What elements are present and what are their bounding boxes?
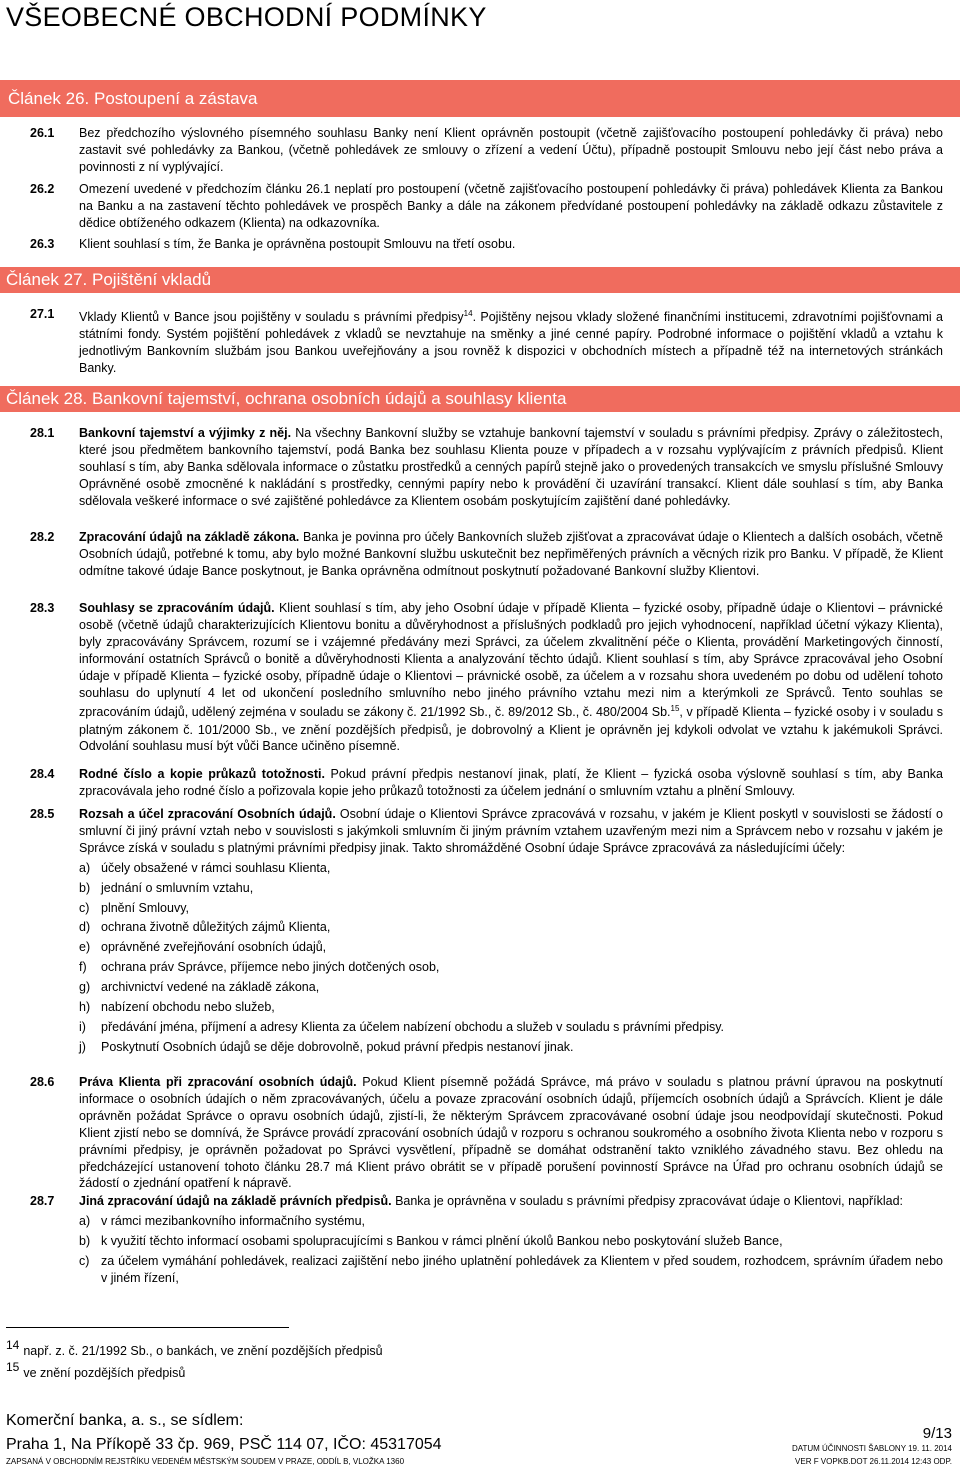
footer-register: ZAPSANÁ V OBCHODNÍM REJSTŘÍKU VEDENÉM MĚSTSKÝM SOUDEM V PRAZE, ODDÍL B, VLOŽKA 1360	[6, 1457, 405, 1466]
list-item-label: j)	[79, 1039, 86, 1054]
clause-title: Zpracování údajů na základě zákona.	[79, 530, 300, 544]
clause-text-part: , v případě Klienta – fyzické osoby i v souladu s platným zákonem č. 101/2000 Sb., ve znění pozdějších předpisů, je dobrovolný a Klient je oprávněn jej kdykoli odvolat ve vztahu k jakémukoli Správci. Odvolání souhlasu musí být vůči Bance učiněno písemně.	[79, 705, 944, 754]
footnote-14	[6, 1338, 383, 1358]
footer-effective-date: DATUM ÚČINNOSTI ŠABLONY 19. 11. 2014	[791, 1444, 952, 1453]
clause-text-part: . Pojištěny nejsou vklady složené finančními institucemi, zdravotními pojišťovnami a státními fondy. Systém pojištění pohledávek z vkladů se nevztahuje na směnky a jiné cenné papíry. Podrobné informace o pojištění vkladů a vztahu k jednotlivým Bankovním službám jsou Bankou uveřejňovány a jsou rovněž k dispozici v obchodních místech a případně též na internetových stránkách Banky.	[79, 310, 943, 375]
list-item-text: ochrana životně důležitých zájmů Klienta,	[101, 920, 331, 935]
list-item	[79, 900, 943, 917]
list-item-text: plnění Smlouvy,	[101, 900, 190, 915]
footnote-15	[6, 1360, 185, 1380]
footer-version: VER F VOPKB.DOT 26.11.2014 12:43 ODP.	[795, 1457, 952, 1466]
clause-text	[79, 806, 943, 1056]
footnote-number: 14	[6, 1338, 20, 1352]
clause-number: 26.1	[30, 126, 55, 140]
article-26-band	[0, 80, 960, 117]
list-item-label: f)	[79, 960, 87, 975]
footnote-ref: 14	[463, 309, 473, 318]
clause-text-part: Na všechny Bankovní služby se vztahuje bankovní tajemství v souladu s právními předpisy. Zprávy o záležitostech, které jsou předmětem bankovního tajemství, podá Banka bez souhlasu Klienta pouze v případech a v rozsahu vyplývajícím z právních předpisů. Klient souhlasí s tím, aby Banka sdělovala informace o zůstatku prostředků a cenných papírů stejně jako o provedených transakcích ve smyslu příslušné Smlouvy Oprávněné osobě zmocněné k nakládání s prostředky, cennými papíry nebo k provádění či uzavírání transakcí. Klient dále souhlasí s tím, aby Banka sdělovala veškeré informace o své zajištěné pohledávce za Klientem osobám poskytujícím zajištění dané pohledávky.	[79, 426, 943, 508]
list-item	[79, 999, 943, 1016]
list-item-label: d)	[79, 920, 91, 935]
list-item-label: a)	[79, 860, 91, 875]
clause-number: 28.1	[30, 426, 55, 440]
list-item	[79, 880, 943, 897]
list-item	[79, 1253, 943, 1287]
list-item-label: c)	[79, 900, 90, 915]
footnote-number: 15	[6, 1360, 20, 1374]
clause-number: 28.2	[30, 530, 55, 544]
footer-company: Komerční banka, a. s., se sídlem:	[6, 1412, 244, 1429]
clause-number: 28.7	[30, 1194, 55, 1208]
list-item	[79, 919, 943, 936]
list-item-label: g)	[79, 980, 91, 995]
list-item-text: v rámci mezibankovního informačního systému,	[101, 1213, 365, 1228]
purpose-list	[79, 860, 943, 1056]
clause-text-part: Banka je oprávněna v souladu s právními předpisy zpracovávat údaje o Klientovi, například:	[391, 1194, 904, 1208]
list-item-text: předávání jména, příjmení a adresy Klienta za účelem nabízení obchodu a služeb v souladu s právními předpisy.	[101, 1019, 725, 1034]
list-item	[79, 979, 943, 996]
list-item	[79, 1019, 943, 1036]
clause-text	[79, 766, 943, 800]
clause-number: 26.2	[30, 182, 55, 196]
clause-text	[79, 1074, 943, 1192]
clause-text-part: Banka je povinna pro účely Bankovních služeb zjišťovat a zpracovávat údaje o Klientech a dalších osobách, včetně Osobních údajů, potřebné k tomu, aby bylo možné Bankovní službu uskutečnit bez nepřiměřených právních a věcných rizik pro Banku. V případě, že Klient odmítne takové údaje Bance poskytnout, je Banka oprávněna odmítnout poskytnutí požadované Bankovní služby Klientovi.	[79, 530, 943, 578]
clause-text: Klient souhlasí s tím, že Banka je oprávněna postoupit Smlouvu na třetí osobu.	[79, 237, 516, 251]
list-item-label: a)	[79, 1213, 91, 1228]
list-item-text: nabízení obchodu nebo služeb,	[101, 1000, 275, 1015]
clause-text	[79, 425, 943, 510]
list-item-text: jednání o smluvním vztahu,	[101, 880, 254, 895]
list-item	[79, 959, 943, 976]
clause-text-part: Pokud právní předpis nestanoví jinak, platí, že Klient – fyzická osoba výslovně souhlasí s tím, aby Banka zpracovávala jeho rodné číslo a pořizovala kopie jeho průkazů totožnosti za účelem jednání o smluvním vztahu a plnění Smlouvy.	[79, 767, 944, 798]
list-item-text: účely obsažené v rámci souhlasu Klienta,	[101, 860, 331, 875]
clause-number: 26.3	[30, 237, 55, 251]
clause-title: Rozsah a účel zpracování Osobních údajů.	[79, 807, 336, 821]
list-item	[79, 1039, 943, 1056]
footnote-divider	[6, 1327, 289, 1328]
footer-address: Praha 1, Na Příkopě 33 čp. 969, PSČ 114 07, IČO: 45317054	[6, 1436, 442, 1453]
clause-text-part: Pokud Klient písemně požádá Správce, má právo v souladu s platnou právní úpravou na poskytnutí informace o osobních údajích o něm zpracovávaných, účelu a povaze zpracování osobních údajů, příjemcích osobních údajů a Správcích. Klient je dále oprávněn požádat Správce o opravu osobních údajů, zjistí-li, že některým Správcem zpracovávané osobní údaje jsou neodpovídají skutečnosti. Pokud Klient zjistí nebo se domnívá, že Správce provádí zpracování osobních údajů v rozporu s ochranou soukromého a osobního života Klienta nebo v rozporu s právními předpisy, je oprávněn požadovat po Správci vysvětlení, případně se domáhat odstranění takto vzniklého závadného stavu. Bez ohledu na předcházející ustanovení tohoto článku 28.7 má Klient právo obrátit se v případě porušení povinností Správce na Úřad pro ochranu osobních údajů se žádostí o zjednání opatření k nápravě.	[79, 1075, 943, 1191]
article-26-heading: Článek 26. Postoupení a zástava	[8, 89, 258, 108]
clause-text	[79, 600, 943, 755]
list-item	[79, 860, 943, 877]
clause-text: Omezení uvedené v předchozím článku 26.1 neplatí pro postoupení (včetně zajišťovacího postoupení pohledávky či práva) pohledávek Klienta za Bankou na Banku a na zastavení těchto pohledávek ve prospěch Banky a dále na zákonem předvídané postoupení pohledávky na základě odkazu zůstavitele z dědice obtíženého odkazem (Klienta) na odkazovníka.	[79, 182, 943, 230]
list-item-label: e)	[79, 940, 91, 955]
article-28-heading: Článek 28. Bankovní tajemství, ochrana osobních údajů a souhlasy klienta	[6, 389, 567, 408]
list-item-text: oprávněné zveřejňování osobních údajů,	[101, 940, 327, 955]
clause-text	[79, 529, 943, 580]
clause-title: Souhlasy se zpracováním údajů.	[79, 601, 275, 615]
list-item-text: k využití těchto informací osobami spolupracujícími s Bankou v rámci plnění úkolů Bankou nebo poskytování služeb Bance,	[101, 1233, 783, 1248]
list-item-text: Poskytnutí Osobních údajů se děje dobrovolně, pokud právní předpis nestanoví jinak.	[101, 1039, 574, 1054]
clause-title: Práva Klienta při zpracování osobních údajů.	[79, 1075, 357, 1089]
article-27-heading: Článek 27. Pojištění vkladů	[6, 270, 212, 289]
clause-number: 27.1	[30, 307, 55, 321]
list-item-text: archivnictví vedené na základě zákona,	[101, 980, 320, 995]
clause-text-part: Klient souhlasí s tím, aby jeho Osobní údaje v případě Klienta – fyzické osoby, případně údaje o Klientovi – právnické osobě (včetně údajů charakterizujících Klientovu bonitu a důvěryhodnost a příslušných podkladů pro jejich vyhodnocení, například účetní výkazy Klienta), byly zpracovávány Správcem, rozumí se i vzájemné předávány mezi Správci, za účelem zkvalitnění péče o Klienta, provádění Marketingových činností, informování ostatních Správců o bonitě a důvěryhodnosti Klienta a analyzování těchto údajů. Klient souhlasí s tím, aby Správce zpracovával jeho Osobní údaje v případě Klienta – fyzické osoby, případně údaje o Klientovi – právnické osobě, za účelem a v rozsahu shora uvedeném po dobu od udělení tohoto souhlasu do uplynutí 4 let od ukončení posledního smluvního nebo jiného právního vztahu mezi nim a kterýmkoli ze Správců. Tento souhlas se zpracováním údajů, udělený zejména v souladu se zákony č. 21/1992 Sb., č. 89/2012 Sb., č. 480/2004 Sb.	[79, 601, 943, 720]
list-item-label: c)	[79, 1253, 90, 1268]
footnote-text: např. z. č. 21/1992 Sb., o bankách, ve znění pozdějších předpisů	[23, 1344, 383, 1358]
list-item-label: b)	[79, 1233, 91, 1248]
clause-title: Rodné číslo a kopie průkazů totožnosti.	[79, 767, 325, 781]
list-item-text: ochrana práv Správce, příjemce nebo jiných dotčených osob,	[101, 960, 440, 975]
clause-text	[79, 1193, 943, 1287]
list-item-label: i)	[79, 1019, 86, 1034]
list-item	[79, 939, 943, 956]
clause-text: Bez předchozího výslovného písemného souhlasu Banky není Klient oprávněn postoupit (včetně zajišťovacího postoupení pohledávky či práva) nebo zastavit své pohledávky za Bankou, (včetně pohledávek ze smlouvy o zřízení a vedení Účtu), případně postoupit Smlouvu nebo její část nebo práva a povinnosti z ní vyplývající.	[79, 126, 943, 174]
list-item	[79, 1233, 943, 1250]
clause-text-part: Vklady Klientů v Bance jsou pojištěny v souladu s právními předpisy	[79, 310, 464, 325]
list-item-label: b)	[79, 880, 91, 895]
clause-number: 28.4	[30, 767, 55, 781]
processing-list	[79, 1213, 943, 1287]
article-27-band	[0, 267, 960, 293]
footnote-ref: 15	[670, 704, 680, 714]
clause-title: Jiná zpracování údajů na základě právních předpisů.	[79, 1194, 392, 1208]
page-title: VŠEOBECNÉ OBCHODNÍ PODMÍNKY	[6, 2, 487, 32]
clause-text	[79, 306, 943, 377]
list-item	[79, 1213, 943, 1230]
clause-number: 28.6	[30, 1075, 55, 1089]
clause-number: 28.3	[30, 601, 55, 615]
clause-text-part: Osobní údaje o Klientovi Správce zpracovává v rozsahu, v jakém je Klient poskytl v souvislosti se žádostí o smluvní či jiný právní vztah nebo v souvislosti s jakýmkoli smluvním či jiným právním vztahem uzavřeným mezi nim a Správcem nebo v rozsahu v jakém je Správce získá v souladu s platnými právními předpisy jinak. Takto shromážděné Osobní údaje Správce zpracovává za následujícími účely:	[79, 807, 943, 855]
article-28-band	[0, 386, 960, 412]
clause-title: Bankovní tajemství a výjimky z něj.	[79, 426, 292, 440]
page-number: 9/13	[922, 1425, 952, 1442]
footnote-text: ve znění pozdějších předpisů	[23, 1366, 186, 1380]
clause-number: 28.5	[30, 807, 55, 821]
list-item-label: h)	[79, 1000, 91, 1015]
list-item-text: za účelem vymáhání pohledávek, realizaci zajištění nebo jiného uplatnění pohledávek za Klientem v před soudem, rozhodcem, správním úřadem nebo v jiném řízení,	[101, 1253, 943, 1285]
